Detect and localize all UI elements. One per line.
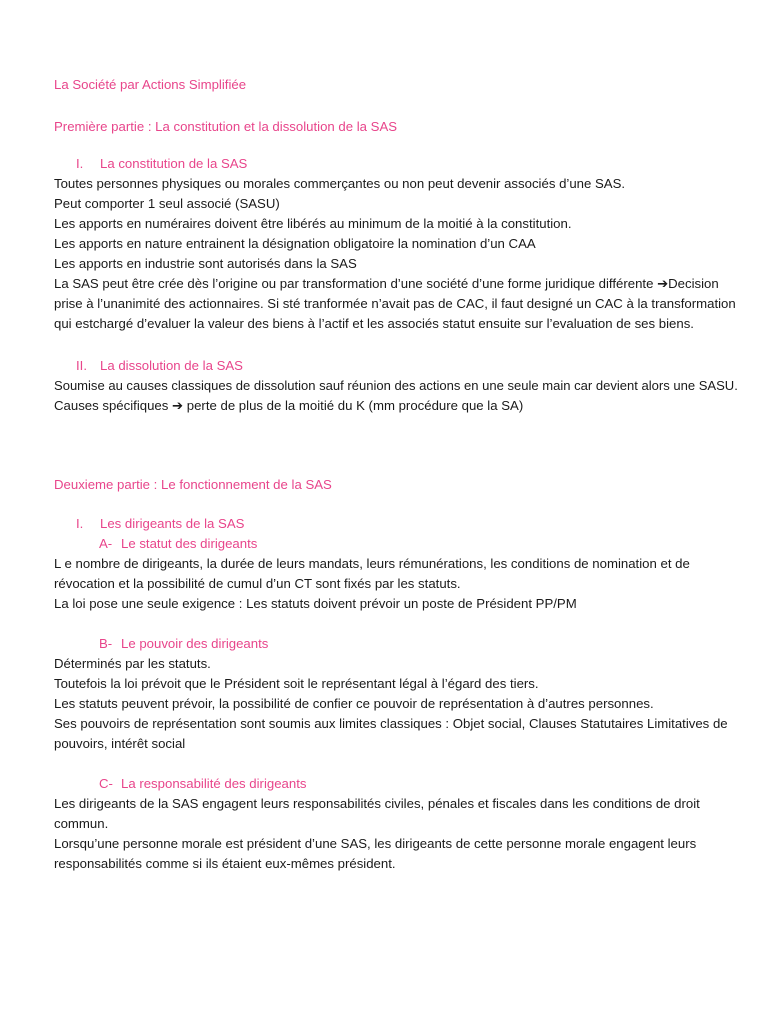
- part1-s1-heading: [76, 155, 247, 173]
- paragraph-line: pouvoirs, intérêt social: [54, 736, 186, 751]
- part2-sb-letter: B-: [99, 636, 113, 651]
- part1-s2-heading-text: La dissolution de la SAS: [100, 358, 243, 373]
- paragraph-line: Les dirigeants de la SAS engagent leurs responsabilités civiles, pénales et fiscales dans les conditions de droit: [54, 796, 700, 811]
- part2-s1-heading: [76, 515, 244, 533]
- part1-s2-heading: [76, 357, 243, 375]
- part2-sb-heading: [99, 635, 268, 653]
- arrow-right-icon: ➔: [172, 398, 184, 413]
- part2-sc-heading-text: La responsabilité des dirigeants: [121, 776, 307, 791]
- paragraph-line: révocation et la possibilité de cumul d’un CT sont fixés par les statuts.: [54, 576, 461, 591]
- paragraph-line: Soumise au causes classiques de dissolution sauf réunion des actions en une seule main car devient alors une SASU.: [54, 378, 738, 393]
- part2-sb-heading-text: Le pouvoir des dirigeants: [121, 636, 269, 651]
- part2-sa-letter: A-: [99, 536, 113, 551]
- paragraph-line: Les apports en industrie sont autorisés dans la SAS: [54, 256, 357, 271]
- paragraph-line: responsabilités comme si ils étaient eux-mêmes président.: [54, 856, 396, 871]
- paragraph-line: Déterminés par les statuts.: [54, 656, 211, 671]
- part1-s1-heading-text: La constitution de la SAS: [100, 156, 248, 171]
- paragraph-line: prise à l’unanimité des actionnaires. Si sté tranformée n’avait pas de CAC, il faut designé un CAC à la transformation: [54, 296, 736, 311]
- part2-sc-heading: [99, 775, 306, 793]
- paragraph-text: perte de plus de la moitié du K (mm procédure que la SA): [183, 398, 524, 413]
- paragraph-line: [54, 397, 523, 415]
- paragraph-line: La loi pose une seule exigence : Les statuts doivent prévoir un poste de Président PP/PM: [54, 596, 577, 611]
- paragraph-line: commun.: [54, 816, 109, 831]
- part2-s1-heading-text: Les dirigeants de la SAS: [100, 516, 245, 531]
- part1-s2-number: II.: [76, 358, 87, 373]
- part2-sa-heading: [99, 535, 257, 553]
- paragraph-line: Lorsqu’une personne morale est président d’une SAS, les dirigeants de cette personne morale engagent leurs: [54, 836, 697, 851]
- paragraph-line: L e nombre de dirigeants, la durée de leurs mandats, leurs rémunérations, les conditions de nomination et de: [54, 556, 690, 571]
- part2-sa-heading-text: Le statut des dirigeants: [121, 536, 258, 551]
- paragraph-line: [54, 275, 719, 293]
- document-title: La Société par Actions Simplifiée: [54, 77, 247, 92]
- paragraph-line: qui estchargé d’evaluer la valeur des biens à l’actif et les associés statut ensuite sur l’evaluation de ses biens.: [54, 316, 694, 331]
- part1-s1-number: I.: [76, 156, 84, 171]
- paragraph-text: Decision: [668, 276, 719, 291]
- paragraph-line: Les apports en nature entrainent la désignation obligatoire la nomination d’un CAA: [54, 236, 536, 251]
- paragraph-line: Ses pouvoirs de représentation sont soumis aux limites classiques : Objet social, Clauses Statutaires Limitatives de: [54, 716, 728, 731]
- part2-s1-number: I.: [76, 516, 84, 531]
- paragraph-line: Toutes personnes physiques ou morales commerçantes ou non peut devenir associés d’une SAS.: [54, 176, 626, 191]
- arrow-right-icon: ➔: [657, 276, 669, 291]
- part2-sc-letter: C-: [99, 776, 113, 791]
- paragraph-line: Toutefois la loi prévoit que le Président soit le représentant légal à l’égard des tiers.: [54, 676, 539, 691]
- paragraph-line: Les statuts peuvent prévoir, la possibilité de confier ce pouvoir de représentation à d’autres personnes.: [54, 696, 654, 711]
- paragraph-line: Peut comporter 1 seul associé (SASU): [54, 196, 280, 211]
- paragraph-text: La SAS peut être crée dès l’origine ou par transformation d’une société d’une forme juridique différente: [54, 276, 658, 291]
- paragraph-line: Les apports en numéraires doivent être libérés au minimum de la moitié à la constitution.: [54, 216, 572, 231]
- part2-title: Deuxieme partie : Le fonctionnement de la SAS: [54, 477, 332, 492]
- part1-title: Première partie : La constitution et la dissolution de la SAS: [54, 119, 398, 134]
- paragraph-text: Causes spécifiques: [54, 398, 173, 413]
